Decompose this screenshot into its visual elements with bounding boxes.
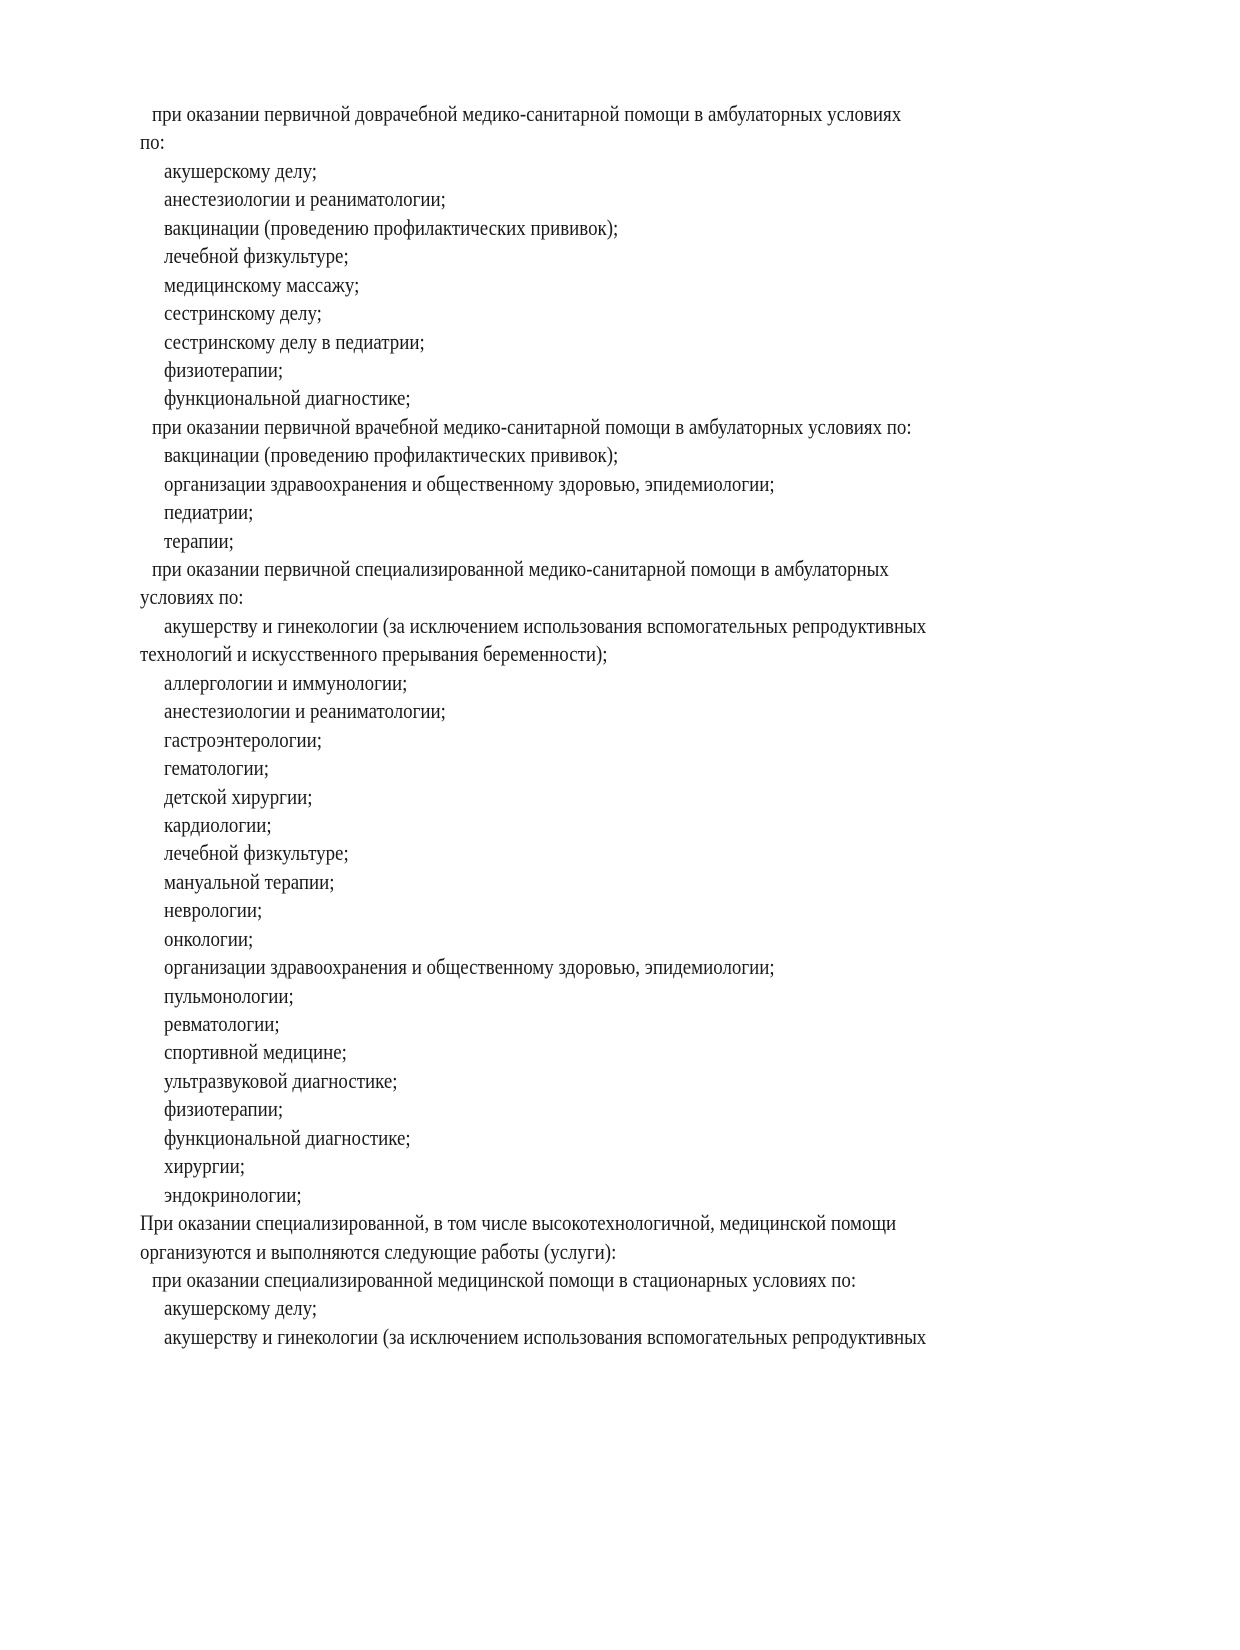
paragraph-line: условиях по: — [140, 584, 244, 610]
list-item: вакцинации (проведению профилактических прививок); — [164, 214, 619, 240]
paragraph-line: технологий и искусственного прерывания беременности); — [140, 641, 608, 667]
list-item: ультразвуковой диагностике; — [164, 1067, 398, 1093]
list-item: организации здравоохранения и общественному здоровью, эпидемиологии; — [164, 470, 775, 496]
section-heading-line: при оказании первичной специализированной медико-санитарной помощи в амбулаторных — [152, 556, 889, 581]
list-item: хирургии; — [164, 1153, 245, 1179]
paragraph-line: При оказании специализированной, в том числе высокотехнологичной, медицинской помощи — [140, 1210, 897, 1236]
list-item: акушерству и гинекологии (за исключением использования вспомогательных репродуктивных — [164, 612, 927, 638]
list-item: кардиологии; — [164, 811, 272, 837]
list-item: терапии; — [164, 527, 234, 553]
list-item: аллергологии и иммунологии; — [164, 669, 408, 695]
list-item: неврологии; — [164, 897, 263, 923]
list-item: онкологии; — [164, 925, 254, 951]
list-item: лечебной физкультуре; — [164, 840, 349, 866]
list-item: эндокринологии; — [164, 1181, 302, 1207]
list-item: мануальной терапии; — [164, 868, 335, 894]
list-item: физиотерапии; — [164, 1096, 284, 1122]
list-item: гематологии; — [164, 755, 270, 781]
section-heading-line: при оказании первичной доврачебной медико-санитарной помощи в амбулаторных условиях — [152, 101, 902, 126]
section-heading-line: при оказании первичной врачебной медико-санитарной помощи в амбулаторных условиях по: — [152, 413, 912, 439]
list-item: функциональной диагностике; — [164, 1124, 411, 1150]
list-item: физиотерапии; — [164, 356, 284, 382]
list-item: пульмонологии; — [164, 982, 294, 1008]
paragraph-line: организуются и выполняются следующие работы (услуги): — [140, 1238, 617, 1264]
section-heading-line: при оказании специализированной медицинской помощи в стационарных условиях по: — [152, 1266, 857, 1292]
list-item: детской хирургии; — [164, 783, 313, 809]
list-item: сестринскому делу; — [164, 300, 322, 326]
list-item: акушерскому делу; — [164, 1295, 318, 1321]
list-item: ревматологии; — [164, 1011, 280, 1036]
list-item: организации здравоохранения и общественному здоровью, эпидемиологии; — [164, 954, 775, 980]
list-item: педиатрии; — [164, 499, 254, 525]
list-item: сестринскому делу в педиатрии; — [164, 328, 425, 354]
list-item: функциональной диагностике; — [164, 385, 411, 411]
paragraph-line: по: — [140, 129, 165, 155]
list-item: анестезиологии и реаниматологии; — [164, 186, 446, 212]
list-item: вакцинации (проведению профилактических прививок); — [164, 442, 619, 468]
list-item: анестезиологии и реаниматологии; — [164, 698, 446, 724]
list-item: лечебной физкультуре; — [164, 243, 349, 269]
list-item: акушерству и гинекологии (за исключением использования вспомогательных репродуктивных — [164, 1323, 927, 1349]
list-item: спортивной медицине; — [164, 1039, 347, 1065]
list-item: гастроэнтерологии; — [164, 726, 322, 752]
document-page — [0, 100, 1240, 1351]
list-item: акушерскому делу; — [164, 157, 318, 183]
list-item: медицинскому массажу; — [164, 271, 360, 297]
